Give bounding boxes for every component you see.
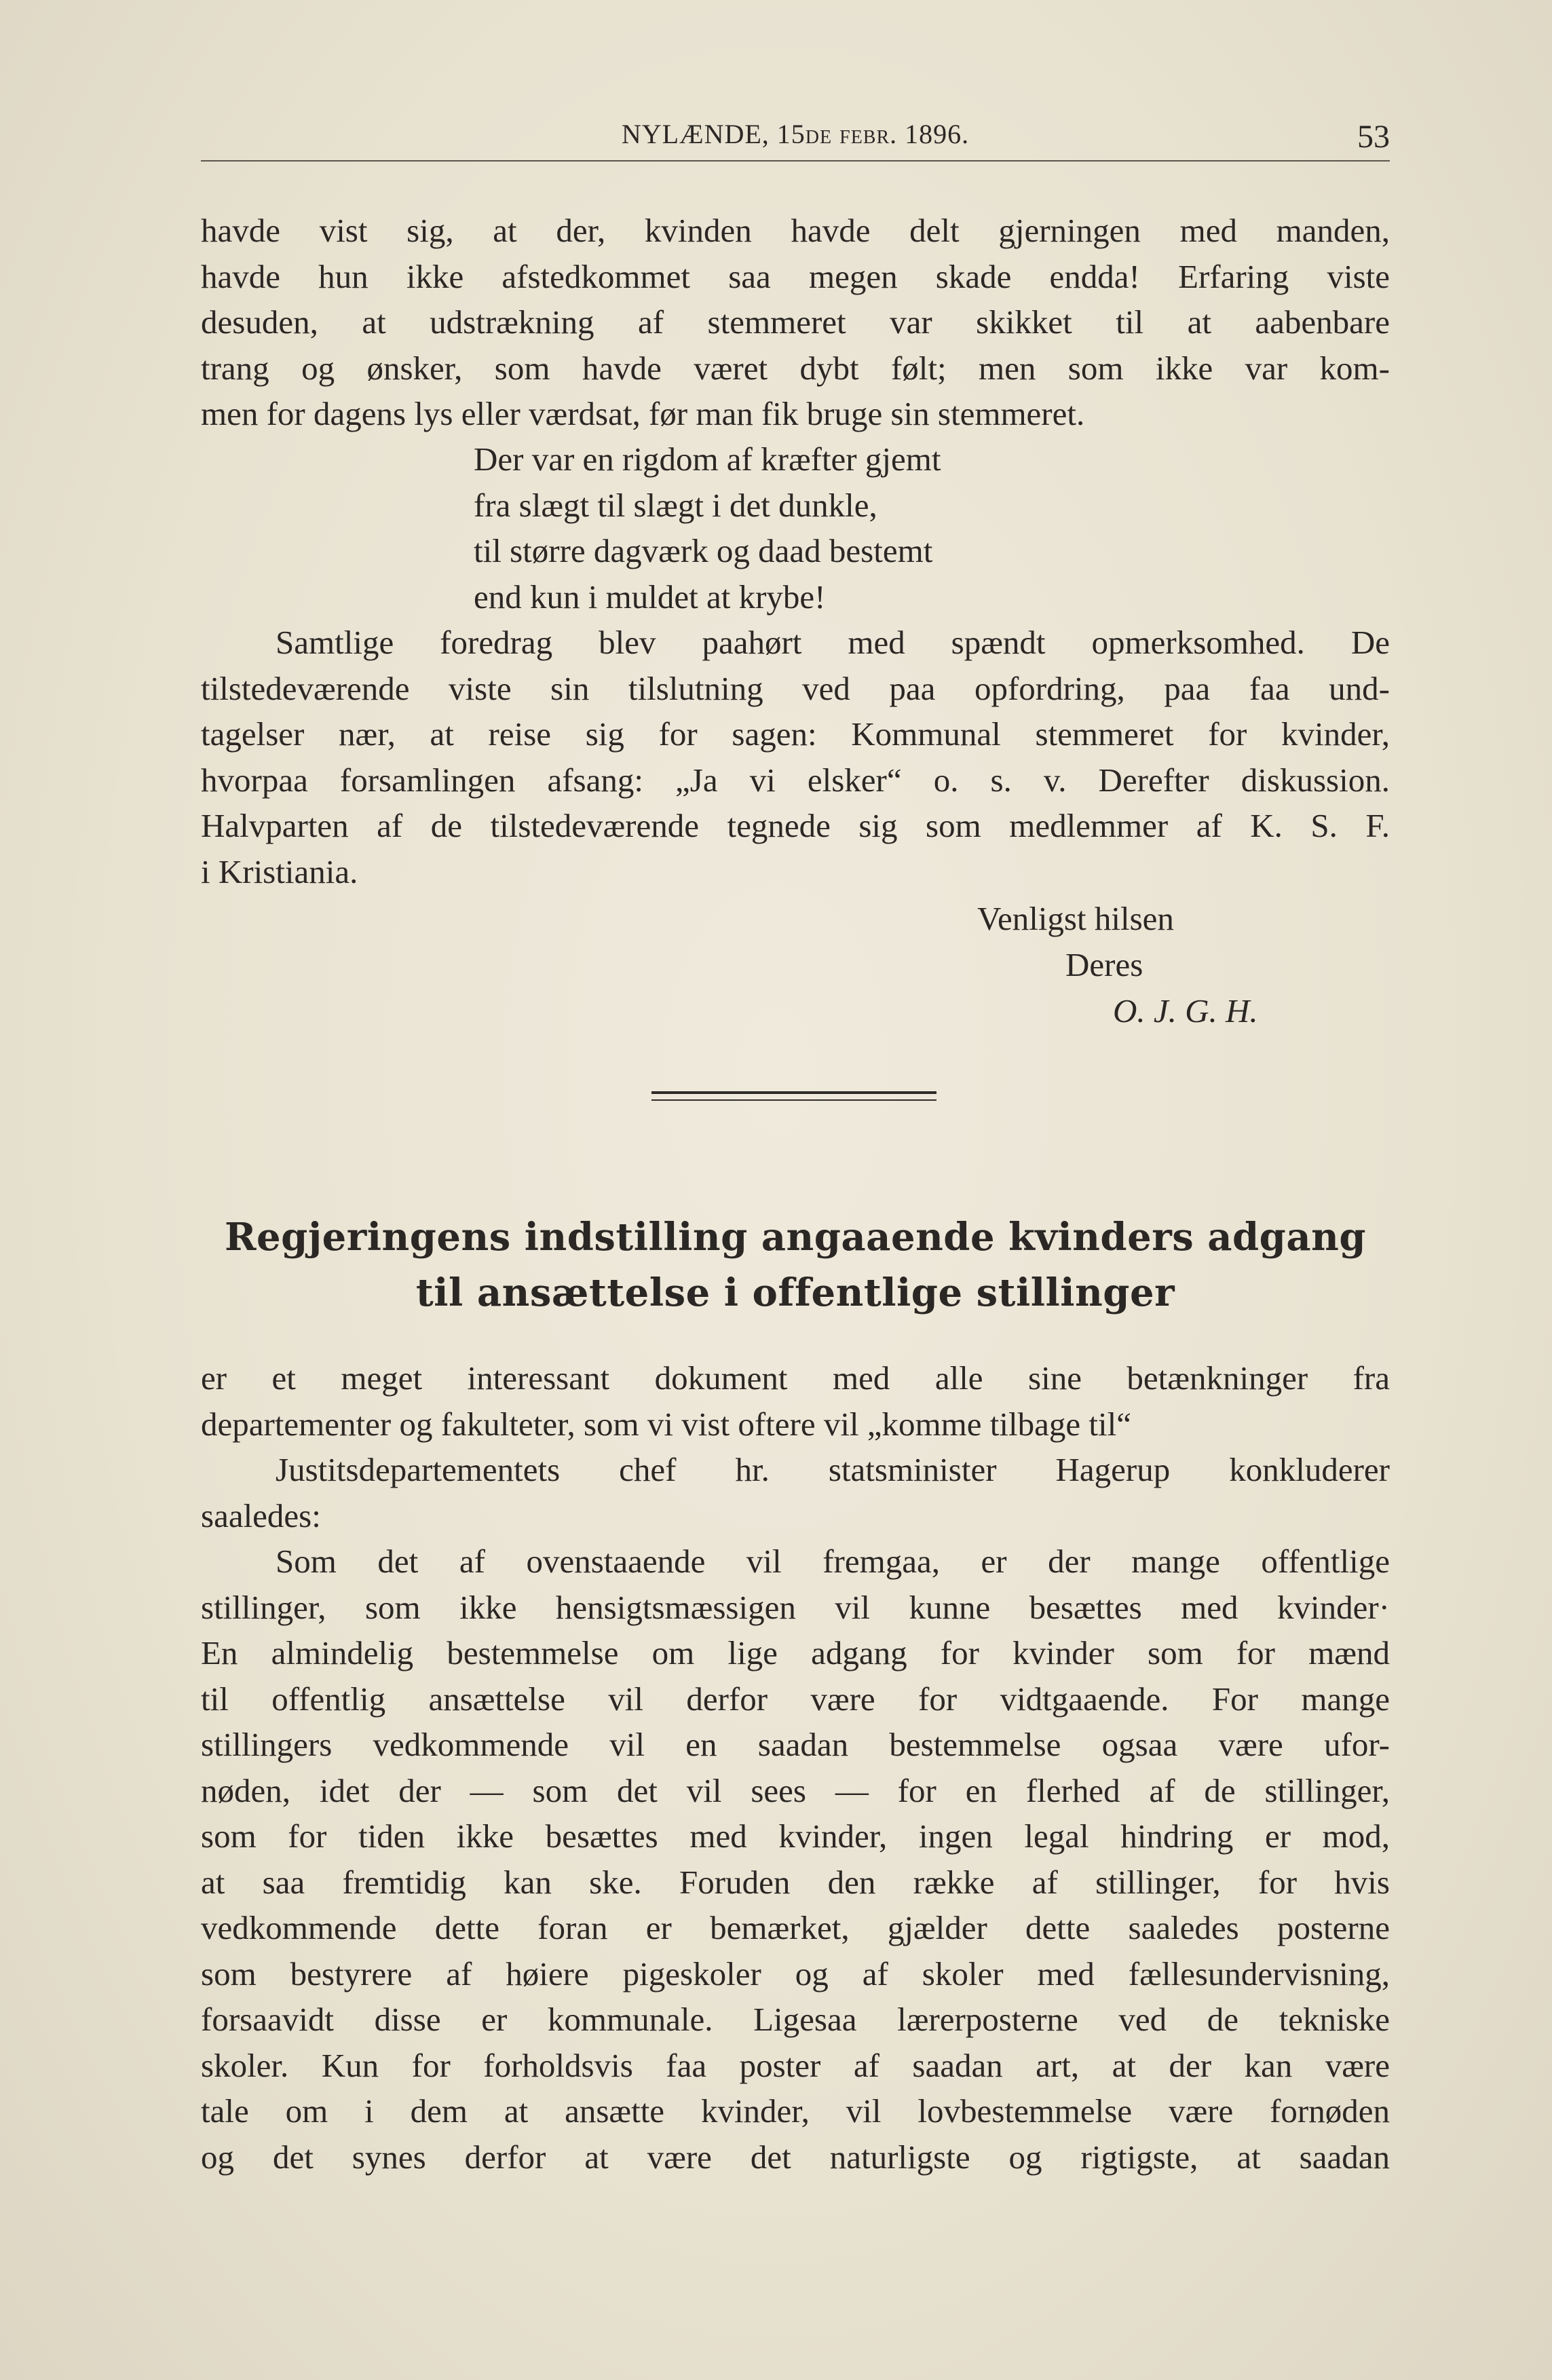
running-head: NYLÆNDE, 15de febr. 1896. [621, 119, 970, 149]
text-line: hvorpaa forsamlingen afsang: „Ja vi elsker“ o. s. v. Derefter diskussion. [201, 761, 1390, 799]
text-line: Samtlige foredrag blev paahørt med spændt opmerksomhed. De [276, 624, 1390, 661]
signoff-greeting: Venligst hilsen [977, 900, 1174, 937]
text-line: til offentlig ansættelse vil derfor være for vidtgaaende. For mange [201, 1680, 1390, 1718]
verse-line: fra slægt til slægt i det dunkle, [474, 486, 877, 524]
text-line: nøden, idet der — som det vil sees — for en flerhed af de stillinger, [201, 1771, 1390, 1809]
paragraph-2 [201, 620, 1390, 894]
text-line: Som det af ovenstaaende vil fremgaa, er der mange offentlige [276, 1543, 1390, 1580]
text-line: tilstedeværende viste sin tilslutning ved paa opfordring, paa faa und- [201, 669, 1390, 707]
text-line: stillingers vedkommende vil en saadan bestemmelse ogsaa være ufor- [201, 1726, 1390, 1763]
text-line: er et meget interessant dokument med alle sine betænkninger fra [201, 1359, 1390, 1397]
text-line: departementer og fakulteter, som vi vist oftere vil „komme tilbage til“ [201, 1405, 1131, 1443]
verse-line: end kun i muldet at krybe! [474, 578, 826, 616]
text-line: og det synes derfor at være det naturligste og rigtigste, at saadan [201, 2138, 1390, 2176]
text-line: men for dagens lys eller værdsat, før man fik bruge sin stemmeret. [201, 395, 1085, 432]
article-title-line-1: Regjeringens indstilling angaaende kvinders adgang [225, 1215, 1366, 1260]
text-line: forsaavidt disse er kommunale. Ligesaa lærerposterne ved de tekniske [201, 2001, 1390, 2038]
text-line: trang og ønsker, som havde været dybt følt; men som ikke var kom- [201, 349, 1390, 387]
paragraph-1 [201, 208, 1390, 437]
text-line: havde hun ikke afstedkommet saa megen skade endda! Erfaring viste [201, 257, 1390, 295]
text-line: Halvparten af de tilstedeværende tegnede sig som medlemmer af K. S. F. [201, 807, 1390, 844]
article-title-line-2: til ansættelse i offentlige stillinger [415, 1270, 1175, 1315]
article-lead [201, 1447, 1390, 1538]
text-line: vedkommende dette foran er bemærket, gjælder dette saaledes posterne [201, 1909, 1390, 1946]
article-title [201, 1209, 1390, 1321]
article-intro [201, 1355, 1390, 1447]
text-line: stillinger, som ikke hensigtsmæssigen vil kunne besættes med kvinder· [201, 1588, 1390, 1626]
verse [474, 436, 1152, 620]
signoff-yours: Deres [1065, 946, 1143, 983]
text-line: Justitsdepartementets chef hr. statsminister Hagerup konkluderer [276, 1451, 1390, 1488]
text-line: i Kristiania. [201, 852, 358, 890]
text-line: skoler. Kun for forholdsvis faa poster af saadan art, at der kan være [201, 2046, 1390, 2084]
verse-line: til større dagværk og daad bestemt [474, 532, 933, 569]
text-line: En almindelig bestemmelse om lige adgang for kvinder som for mænd [201, 1634, 1390, 1671]
section-divider [651, 1091, 936, 1094]
text-line: tagelser nær, at reise sig for sagen: Kommunal stemmeret for kvinder, [201, 715, 1390, 753]
text-line: desuden, at udstrækning af stemmeret var skikket til at aabenbare [201, 303, 1390, 341]
text-line: som for tiden ikke besættes med kvinder, ingen legal hindring er mod, [201, 1817, 1390, 1855]
text-line: havde vist sig, at der, kvinden havde delt gjerningen med manden, [201, 212, 1390, 249]
text-line: som bestyrere af høiere pigeskoler og af skoler med fællesundervisning, [201, 1954, 1390, 1992]
article-quote [201, 1538, 1390, 2180]
text-line: tale om i dem at ansætte kvinder, vil lovbestemmelse være fornøden [201, 2092, 1390, 2130]
text-line: saaledes: [201, 1496, 321, 1534]
text-line: at saa fremtidig kan ske. Foruden den række af stillinger, for hvis [201, 1863, 1390, 1901]
page-header [201, 114, 1390, 162]
section-divider-thin [651, 1099, 936, 1101]
signoff-initials: O. J. G. H. [1113, 992, 1258, 1030]
header-rule [201, 160, 1390, 162]
verse-line: Der var en rigdom af kræfter gjemt [474, 440, 941, 478]
page-number: 53 [1357, 119, 1390, 155]
